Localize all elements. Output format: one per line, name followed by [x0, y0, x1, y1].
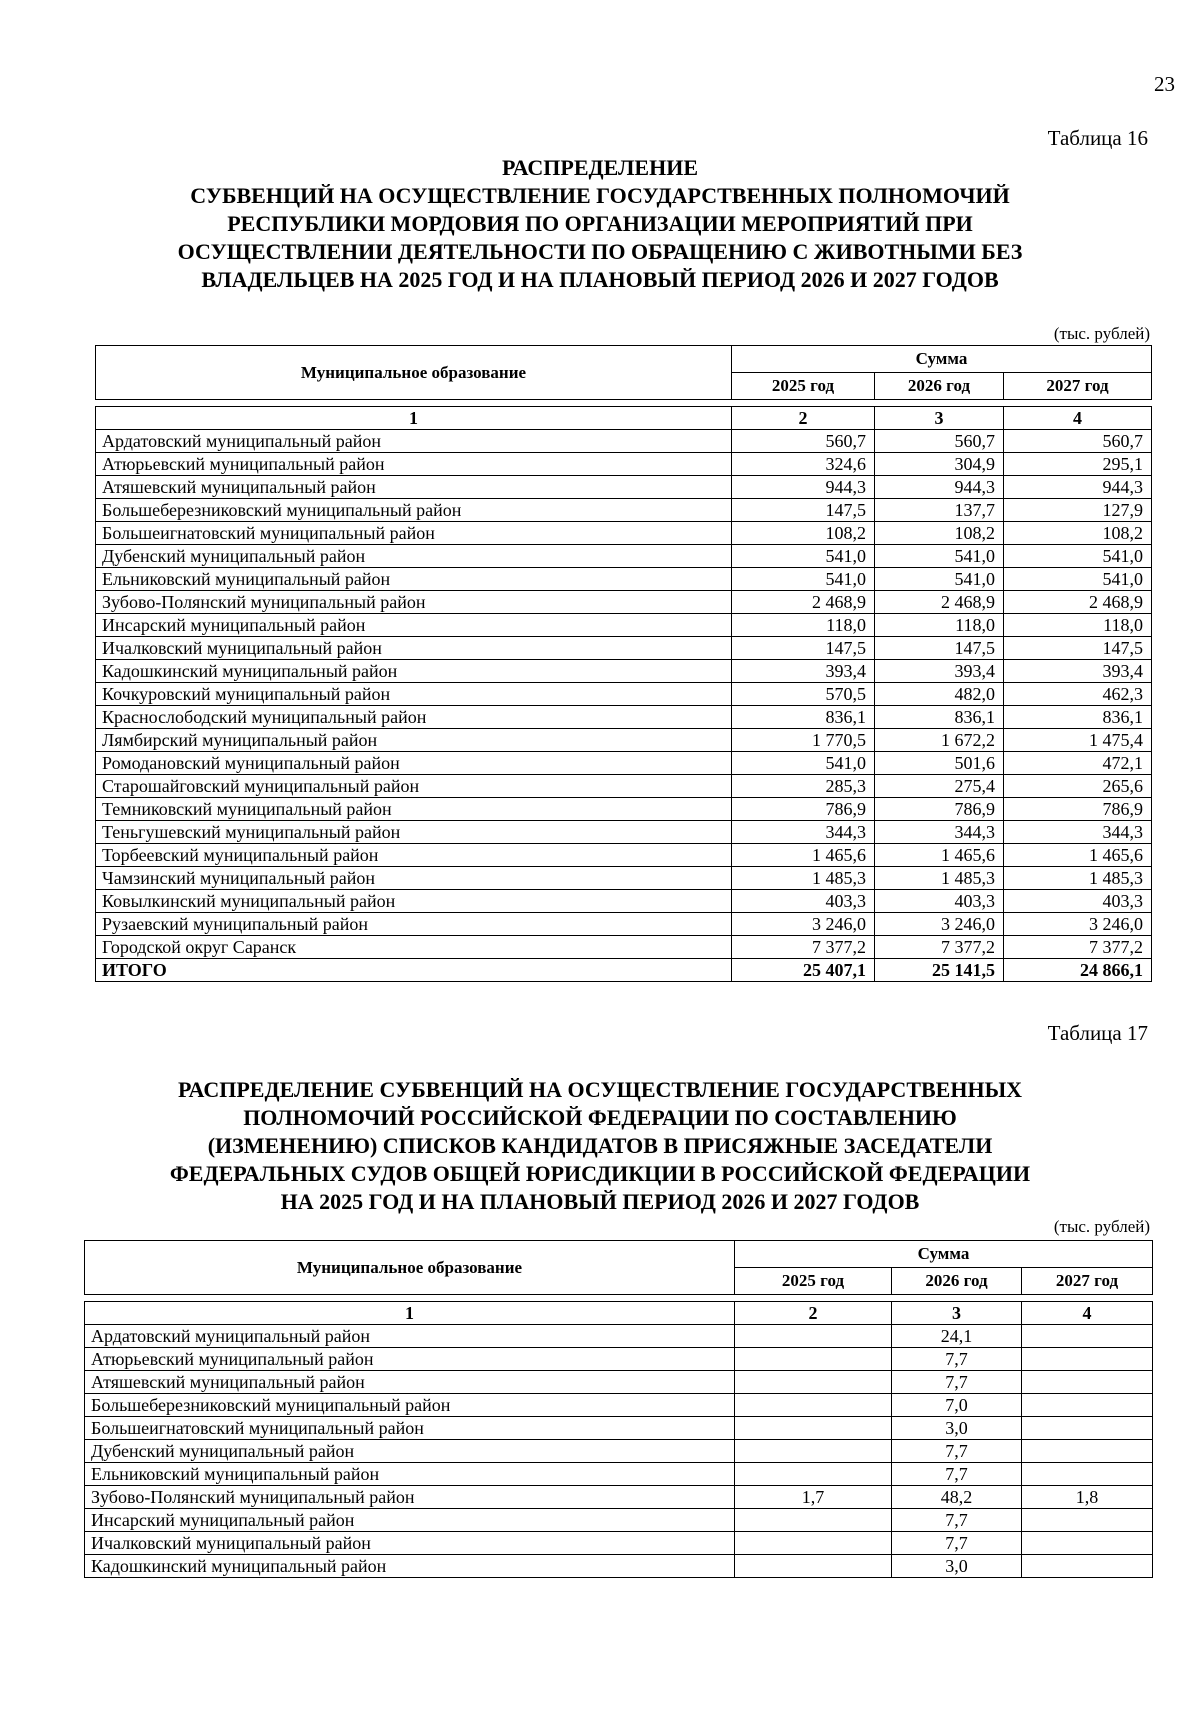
value-2025: 1 770,5 — [732, 729, 875, 752]
value-2026: 118,0 — [875, 614, 1004, 637]
value-2026: 108,2 — [875, 522, 1004, 545]
municipality-name: Теньгушевский муниципальный район — [96, 821, 732, 844]
table-row — [85, 1486, 1153, 1509]
value-2026: 836,1 — [875, 706, 1004, 729]
table-17 — [84, 1240, 1153, 1578]
table-row — [96, 706, 1152, 729]
municipality-name: Ромодановский муниципальный район — [96, 752, 732, 775]
value-2026: 7,7 — [892, 1532, 1022, 1555]
value-2025: 25 407,1 — [732, 959, 875, 982]
column-header-year: 2027 год — [1004, 373, 1152, 400]
value-2025: 108,2 — [732, 522, 875, 545]
title-line: СУБВЕНЦИЙ НА ОСУЩЕСТВЛЕНИЕ ГОСУДАРСТВЕННЫХ ПОЛНОМОЧИЙ — [190, 183, 1010, 208]
value-2026: 7,7 — [892, 1463, 1022, 1486]
value-2027: 265,6 — [1004, 775, 1152, 798]
value-2026: 7,7 — [892, 1348, 1022, 1371]
column-header-year: 2027 год — [1022, 1268, 1153, 1295]
municipality-name: Кочкуровский муниципальный район — [96, 683, 732, 706]
value-2025: 3 246,0 — [732, 913, 875, 936]
value-2025: 403,3 — [732, 890, 875, 913]
value-2025: 560,7 — [732, 430, 875, 453]
value-2025 — [735, 1417, 892, 1440]
value-2026: 7,7 — [892, 1371, 1022, 1394]
table-16-body — [96, 407, 1152, 982]
table-16-title — [60, 154, 1140, 294]
value-2026: 304,9 — [875, 453, 1004, 476]
table-17-units: (тыс. рублей) — [1053, 1217, 1150, 1236]
value-2025 — [735, 1348, 892, 1371]
value-2026: 7 377,2 — [875, 936, 1004, 959]
value-2025 — [735, 1440, 892, 1463]
table-row — [96, 453, 1152, 476]
column-number: 2 — [735, 1302, 892, 1325]
value-2025: 1,7 — [735, 1486, 892, 1509]
value-2026: 944,3 — [875, 476, 1004, 499]
municipality-name: Лямбирский муниципальный район — [96, 729, 732, 752]
value-2027: 472,1 — [1004, 752, 1152, 775]
municipality-name: Атяшевский муниципальный район — [85, 1371, 735, 1394]
table-row — [96, 798, 1152, 821]
table-row — [85, 1325, 1153, 1348]
value-2027 — [1022, 1555, 1153, 1578]
table-row — [85, 1509, 1153, 1532]
value-2026: 7,7 — [892, 1440, 1022, 1463]
value-2027: 560,7 — [1004, 430, 1152, 453]
value-2027: 541,0 — [1004, 568, 1152, 591]
municipality-name: Кадошкинский муниципальный район — [85, 1555, 735, 1578]
table-row — [96, 545, 1152, 568]
value-2027: 295,1 — [1004, 453, 1152, 476]
value-2026: 7,0 — [892, 1394, 1022, 1417]
value-2026: 7,7 — [892, 1509, 1022, 1532]
column-header-year: 2025 год — [735, 1268, 892, 1295]
municipality-name: Большеигнатовский муниципальный район — [96, 522, 732, 545]
title-line: (ИЗМЕНЕНИЮ) СПИСКОВ КАНДИДАТОВ В ПРИСЯЖНЫЕ ЗАСЕДАТЕЛИ — [207, 1133, 993, 1158]
column-number-row — [85, 1302, 1153, 1325]
value-2025: 147,5 — [732, 637, 875, 660]
value-2027: 147,5 — [1004, 637, 1152, 660]
value-2027: 2 468,9 — [1004, 591, 1152, 614]
table-17-body — [85, 1302, 1153, 1578]
value-2025: 118,0 — [732, 614, 875, 637]
value-2025 — [735, 1325, 892, 1348]
municipality-name: ИТОГО — [96, 959, 732, 982]
value-2025: 541,0 — [732, 752, 875, 775]
table-row — [96, 913, 1152, 936]
value-2026: 786,9 — [875, 798, 1004, 821]
column-number: 3 — [892, 1302, 1022, 1325]
municipality-name: Большеберезниковский муниципальный район — [85, 1394, 735, 1417]
table-row — [96, 637, 1152, 660]
value-2026: 137,7 — [875, 499, 1004, 522]
value-2025 — [735, 1394, 892, 1417]
table-row — [96, 752, 1152, 775]
column-number-row — [96, 407, 1152, 430]
value-2025: 541,0 — [732, 568, 875, 591]
municipality-name: Атяшевский муниципальный район — [96, 476, 732, 499]
column-number: 4 — [1022, 1302, 1153, 1325]
value-2027: 393,4 — [1004, 660, 1152, 683]
title-line: ОСУЩЕСТВЛЕНИИ ДЕЯТЕЛЬНОСТИ ПО ОБРАЩЕНИЮ С ЖИВОТНЫМИ БЕЗ — [177, 239, 1023, 264]
value-2026: 25 141,5 — [875, 959, 1004, 982]
municipality-name: Ичалковский муниципальный район — [96, 637, 732, 660]
table-row — [85, 1532, 1153, 1555]
value-2027: 127,9 — [1004, 499, 1152, 522]
column-number: 1 — [85, 1302, 735, 1325]
value-2025: 2 468,9 — [732, 591, 875, 614]
municipality-name: Старошайговский муниципальный район — [96, 775, 732, 798]
value-2026: 393,4 — [875, 660, 1004, 683]
table-row — [96, 591, 1152, 614]
table-row — [85, 1463, 1153, 1486]
title-line: РАСПРЕДЕЛЕНИЕ — [501, 155, 698, 180]
column-header-municipality: Муниципальное образование — [85, 1241, 735, 1295]
value-2025: 944,3 — [732, 476, 875, 499]
value-2026: 2 468,9 — [875, 591, 1004, 614]
value-2025: 836,1 — [732, 706, 875, 729]
title-line: ВЛАДЕЛЬЦЕВ НА 2025 ГОД И НА ПЛАНОВЫЙ ПЕРИОД 2026 И 2027 ГОДОВ — [201, 267, 999, 292]
value-2026: 275,4 — [875, 775, 1004, 798]
value-2027: 344,3 — [1004, 821, 1152, 844]
column-number: 3 — [875, 407, 1004, 430]
table-row — [96, 683, 1152, 706]
value-2027: 541,0 — [1004, 545, 1152, 568]
table-row — [96, 844, 1152, 867]
table-row — [85, 1555, 1153, 1578]
value-2025 — [735, 1532, 892, 1555]
column-header-year: 2026 год — [892, 1268, 1022, 1295]
column-number: 2 — [732, 407, 875, 430]
value-2025: 786,9 — [732, 798, 875, 821]
value-2026: 1 485,3 — [875, 867, 1004, 890]
value-2027: 836,1 — [1004, 706, 1152, 729]
value-2025: 344,3 — [732, 821, 875, 844]
value-2025: 1 485,3 — [732, 867, 875, 890]
municipality-name: Инсарский муниципальный район — [96, 614, 732, 637]
table-17-caption: Таблица 17 — [1047, 1021, 1148, 1045]
municipality-name: Чамзинский муниципальный район — [96, 867, 732, 890]
table-17-title — [60, 1076, 1140, 1216]
table-row — [96, 936, 1152, 959]
municipality-name: Дубенский муниципальный район — [85, 1440, 735, 1463]
table-row — [96, 614, 1152, 637]
value-2027: 786,9 — [1004, 798, 1152, 821]
table-16 — [95, 345, 1152, 982]
page-number: 23 — [1154, 72, 1175, 96]
value-2027: 944,3 — [1004, 476, 1152, 499]
value-2026: 147,5 — [875, 637, 1004, 660]
column-header-municipality: Муниципальное образование — [96, 346, 732, 400]
value-2027 — [1022, 1532, 1153, 1555]
value-2026: 344,3 — [875, 821, 1004, 844]
value-2027 — [1022, 1509, 1153, 1532]
value-2025: 285,3 — [732, 775, 875, 798]
value-2027: 1 475,4 — [1004, 729, 1152, 752]
table-row — [96, 867, 1152, 890]
municipality-name: Ковылкинский муниципальный район — [96, 890, 732, 913]
table-row — [85, 1371, 1153, 1394]
value-2027 — [1022, 1348, 1153, 1371]
municipality-name: Большеберезниковский муниципальный район — [96, 499, 732, 522]
table-row — [96, 476, 1152, 499]
title-line: НА 2025 ГОД И НА ПЛАНОВЫЙ ПЕРИОД 2026 И 2027 ГОДОВ — [280, 1189, 920, 1214]
table-row — [85, 1440, 1153, 1463]
value-2025: 393,4 — [732, 660, 875, 683]
value-2027: 3 246,0 — [1004, 913, 1152, 936]
value-2027: 1 485,3 — [1004, 867, 1152, 890]
table-row — [85, 1394, 1153, 1417]
value-2027: 1 465,6 — [1004, 844, 1152, 867]
table-row — [96, 775, 1152, 798]
municipality-name: Зубово-Полянский муниципальный район — [96, 591, 732, 614]
municipality-name: Кадошкинский муниципальный район — [96, 660, 732, 683]
value-2025: 570,5 — [732, 683, 875, 706]
value-2027 — [1022, 1325, 1153, 1348]
value-2025 — [735, 1371, 892, 1394]
value-2026: 541,0 — [875, 568, 1004, 591]
table-row — [96, 729, 1152, 752]
value-2027 — [1022, 1440, 1153, 1463]
municipality-name: Большеигнатовский муниципальный район — [85, 1417, 735, 1440]
value-2027: 403,3 — [1004, 890, 1152, 913]
value-2025 — [735, 1509, 892, 1532]
table-row — [85, 1348, 1153, 1371]
table-row — [96, 660, 1152, 683]
value-2025: 541,0 — [732, 545, 875, 568]
municipality-name: Ичалковский муниципальный район — [85, 1532, 735, 1555]
value-2027: 1,8 — [1022, 1486, 1153, 1509]
municipality-name: Ардатовский муниципальный район — [85, 1325, 735, 1348]
value-2025: 1 465,6 — [732, 844, 875, 867]
value-2026: 24,1 — [892, 1325, 1022, 1348]
table-row — [96, 430, 1152, 453]
value-2026: 541,0 — [875, 545, 1004, 568]
value-2027: 7 377,2 — [1004, 936, 1152, 959]
value-2026: 403,3 — [875, 890, 1004, 913]
table-row — [85, 1417, 1153, 1440]
value-2025: 147,5 — [732, 499, 875, 522]
municipality-name: Ельниковский муниципальный район — [85, 1463, 735, 1486]
value-2027: 462,3 — [1004, 683, 1152, 706]
table-row — [96, 821, 1152, 844]
value-2026: 482,0 — [875, 683, 1004, 706]
value-2026: 3 246,0 — [875, 913, 1004, 936]
value-2025: 324,6 — [732, 453, 875, 476]
column-header-sum: Сумма — [732, 346, 1152, 373]
title-line: РЕСПУБЛИКИ МОРДОВИЯ ПО ОРГАНИЗАЦИИ МЕРОПРИЯТИЙ ПРИ — [227, 211, 973, 236]
header-gap — [96, 400, 1152, 407]
value-2026: 560,7 — [875, 430, 1004, 453]
value-2027 — [1022, 1371, 1153, 1394]
table-row — [96, 568, 1152, 591]
value-2025 — [735, 1555, 892, 1578]
municipality-name: Дубенский муниципальный район — [96, 545, 732, 568]
municipality-name: Городской округ Саранск — [96, 936, 732, 959]
header-gap — [85, 1295, 1153, 1302]
title-line: РАСПРЕДЕЛЕНИЕ СУБВЕНЦИЙ НА ОСУЩЕСТВЛЕНИЕ ГОСУДАРСТВЕННЫХ — [177, 1077, 1023, 1102]
table-row — [96, 522, 1152, 545]
value-2026: 501,6 — [875, 752, 1004, 775]
column-header-sum: Сумма — [735, 1241, 1153, 1268]
municipality-name: Рузаевский муниципальный район — [96, 913, 732, 936]
municipality-name: Торбеевский муниципальный район — [96, 844, 732, 867]
title-line: ФЕДЕРАЛЬНЫХ СУДОВ ОБЩЕЙ ЮРИСДИКЦИИ В РОССИЙСКОЙ ФЕДЕРАЦИИ — [169, 1161, 1031, 1186]
value-2025: 7 377,2 — [732, 936, 875, 959]
municipality-name: Темниковский муниципальный район — [96, 798, 732, 821]
value-2027: 108,2 — [1004, 522, 1152, 545]
column-number: 4 — [1004, 407, 1152, 430]
column-number: 1 — [96, 407, 732, 430]
municipality-name: Ельниковский муниципальный район — [96, 568, 732, 591]
municipality-name: Атюрьевский муниципальный район — [96, 453, 732, 476]
column-header-year: 2025 год — [732, 373, 875, 400]
municipality-name: Краснослободский муниципальный район — [96, 706, 732, 729]
municipality-name: Зубово-Полянский муниципальный район — [85, 1486, 735, 1509]
value-2025 — [735, 1463, 892, 1486]
title-line: ПОЛНОМОЧИЙ РОССИЙСКОЙ ФЕДЕРАЦИИ ПО СОСТАВЛЕНИЮ — [243, 1105, 957, 1130]
value-2026: 1 672,2 — [875, 729, 1004, 752]
municipality-name: Инсарский муниципальный район — [85, 1509, 735, 1532]
table-row — [96, 890, 1152, 913]
value-2026: 3,0 — [892, 1555, 1022, 1578]
value-2026: 1 465,6 — [875, 844, 1004, 867]
value-2027 — [1022, 1417, 1153, 1440]
municipality-name: Ардатовский муниципальный район — [96, 430, 732, 453]
value-2027: 118,0 — [1004, 614, 1152, 637]
value-2027: 24 866,1 — [1004, 959, 1152, 982]
table-16-caption: Таблица 16 — [1047, 126, 1148, 150]
value-2027 — [1022, 1394, 1153, 1417]
table-16-units: (тыс. рублей) — [1053, 324, 1150, 343]
value-2026: 3,0 — [892, 1417, 1022, 1440]
table-row — [96, 499, 1152, 522]
municipality-name: Атюрьевский муниципальный район — [85, 1348, 735, 1371]
column-header-year: 2026 год — [875, 373, 1004, 400]
value-2026: 48,2 — [892, 1486, 1022, 1509]
value-2027 — [1022, 1463, 1153, 1486]
total-row — [96, 959, 1152, 982]
